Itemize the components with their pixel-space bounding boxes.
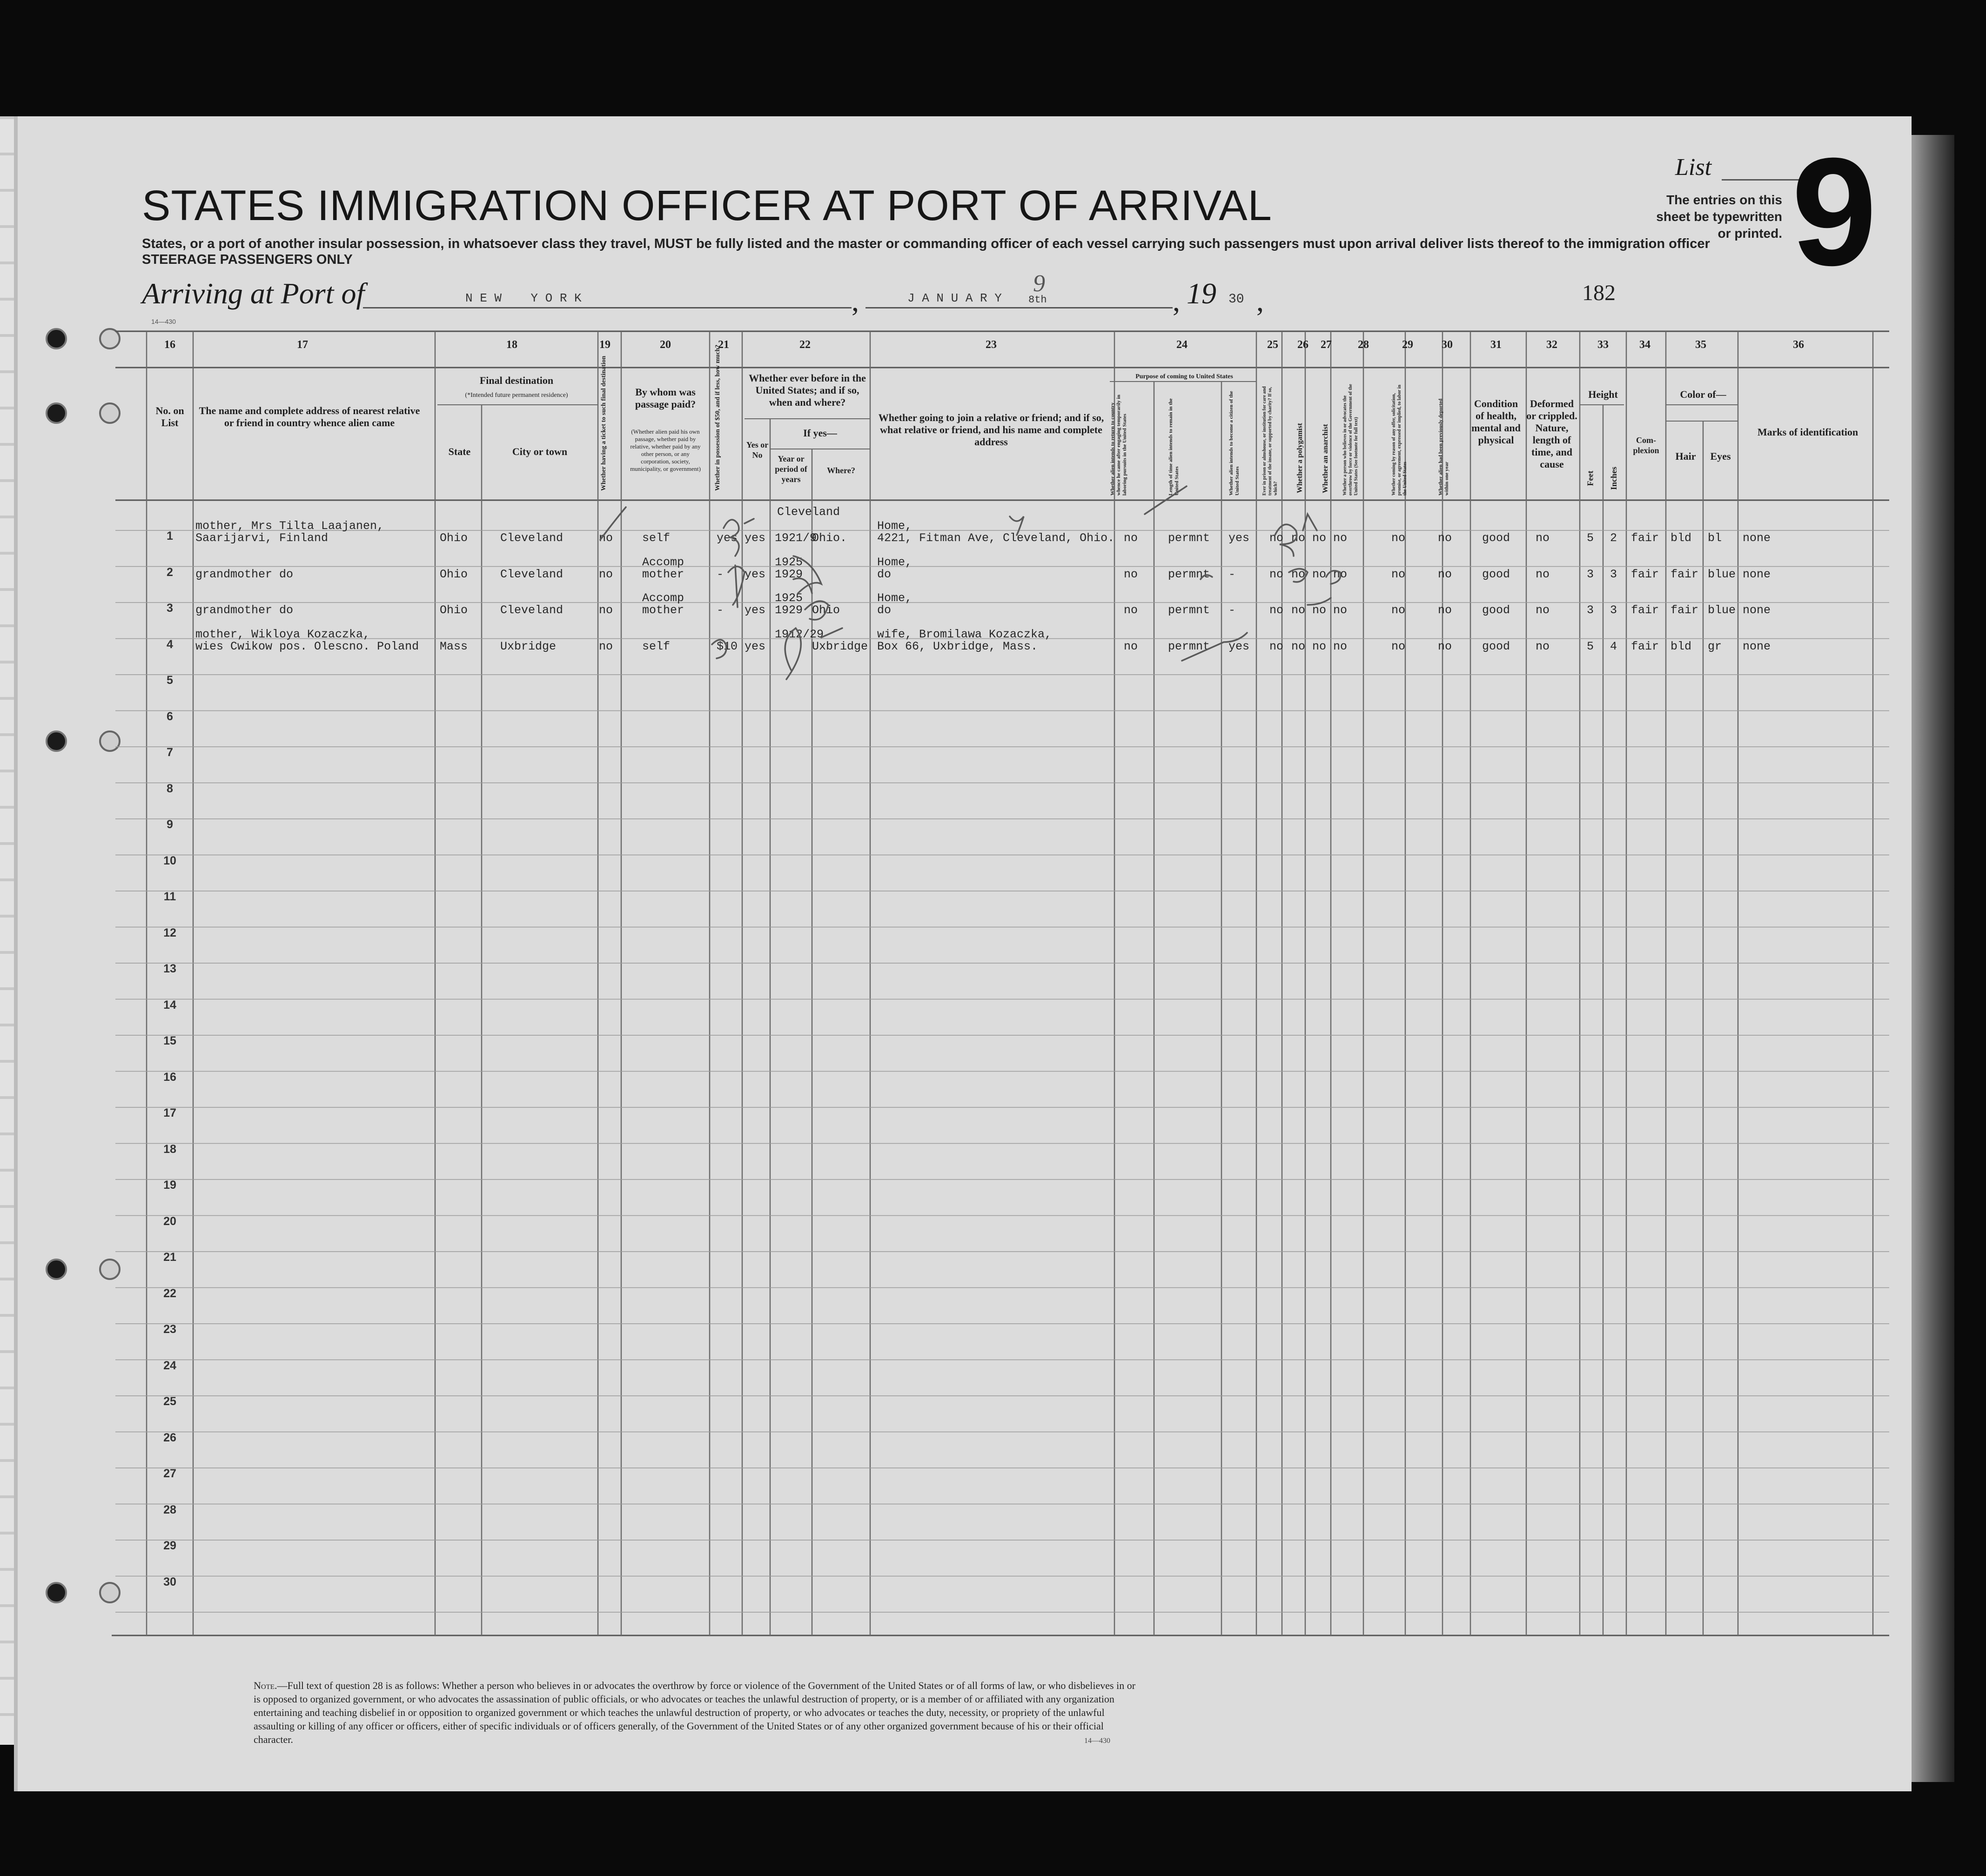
col-num-29: 29: [1402, 339, 1413, 351]
cell-inches: 3: [1610, 603, 1617, 617]
col-num-30: 30: [1442, 339, 1453, 351]
hdr-purpose: Purpose of coming to United States: [1135, 373, 1233, 380]
cell-complexion: fair: [1631, 639, 1659, 653]
hdr-q28: Whether a person who believes in or advocates the overthrow by force or violence of the Government of the United States (See footnote for full text): [1342, 384, 1359, 496]
cell-rel1: mother, Wikloya Kozaczka,: [195, 627, 370, 641]
row-number: 27: [163, 1467, 176, 1480]
col-num-17: 17: [297, 339, 308, 351]
cell-rel2: grandmother do: [195, 603, 294, 617]
hdr-hair: Hair: [1675, 450, 1696, 462]
cell-p-b: permnt: [1168, 531, 1210, 545]
cell-p-b: permnt: [1168, 639, 1210, 653]
cell-join2: do: [877, 603, 892, 617]
cell-p-a: no: [1124, 639, 1138, 653]
cell-state: Mass: [440, 639, 468, 653]
col-num-22: 22: [799, 339, 811, 351]
cell-polyg: no: [1291, 603, 1306, 617]
cell-eyes: blue: [1708, 567, 1736, 581]
cell-p-c: yes: [1228, 531, 1250, 545]
row-number: 4: [167, 637, 173, 651]
hdr-purpose-citizen: Whether alien intends to become a citizen of the United States: [1228, 391, 1240, 496]
cell-money: yes: [717, 531, 738, 545]
row-number: 10: [163, 854, 176, 867]
cell-q28: no: [1333, 639, 1348, 653]
cell-before: yes: [745, 639, 766, 653]
col-num-24: 24: [1176, 339, 1188, 351]
arrival-day: 8th: [1028, 294, 1047, 306]
cell-state: Ohio: [440, 531, 468, 545]
cell-passage: self: [642, 531, 671, 545]
hdr-purpose-length: Length of time alien intends to remain in the United States: [1168, 398, 1180, 496]
col-num-32: 32: [1546, 339, 1557, 351]
cell-p-a: no: [1124, 603, 1138, 617]
cell-q30: no: [1438, 639, 1452, 653]
row-number: 28: [163, 1503, 176, 1516]
hdr-city: City or town: [512, 446, 568, 457]
cell-passage: self: [642, 639, 671, 653]
cell-hair: fair: [1671, 603, 1699, 617]
hdr-color-of: Color of—: [1680, 389, 1726, 400]
col-num-28: 28: [1358, 339, 1369, 351]
steerage-label: STEERAGE PASSENGERS ONLY: [142, 252, 353, 267]
row-number: 1: [167, 529, 173, 543]
hdr-passage: By whom was passage paid?: [635, 386, 696, 410]
hdr-year: Year or period of years: [775, 454, 807, 484]
cell-anarch: no: [1312, 639, 1327, 653]
footnote: [254, 1679, 1138, 1746]
row-number: 22: [163, 1286, 176, 1300]
cell-year1: 1929: [775, 567, 803, 581]
cell-inches: 3: [1610, 567, 1617, 581]
hdr-if-yes: If yes—: [803, 427, 837, 439]
cell-health: good: [1482, 603, 1510, 617]
row-number: 21: [163, 1251, 176, 1264]
hdr-ticket: Whether having a ticket to such final destination: [600, 355, 607, 491]
cell-join2: do: [877, 567, 892, 581]
cell-q30: no: [1438, 531, 1452, 545]
cell-q30: no: [1438, 567, 1452, 581]
cell-q29: no: [1391, 639, 1406, 653]
col-num-20: 20: [660, 339, 671, 351]
row-number: 29: [163, 1539, 176, 1552]
arrival-month: J A N U A R Y: [907, 291, 1002, 305]
hdr-height: Height: [1588, 389, 1618, 400]
cell-join1: Home,: [877, 519, 912, 533]
cell-hair: bld: [1671, 639, 1692, 653]
hdr-eyes: Eyes: [1710, 450, 1731, 462]
row-number: 24: [163, 1359, 176, 1372]
cell-q28: no: [1333, 603, 1348, 617]
cell-city: Cleveland: [500, 603, 564, 617]
hdr-marks: Marks of identification: [1757, 426, 1859, 438]
row-number: 12: [163, 926, 176, 939]
hdr-q29: Whether coming by reason of any offer, solicitation, promise, or agreement, expressed or implied, to labor in the United States: [1391, 384, 1408, 496]
cell-city: Cleveland: [500, 531, 564, 545]
cell-p-a: no: [1124, 531, 1138, 545]
cell-ticket: no: [599, 567, 613, 581]
col-num-21: 21: [718, 339, 729, 351]
cell-health: good: [1482, 639, 1510, 653]
hdr-state: State: [448, 446, 471, 457]
arrival-port: N E W Y O R K: [465, 291, 582, 305]
hdr-money: Whether in possession of $50, and if less, how much?: [714, 344, 721, 491]
year-prefix: 19: [1187, 277, 1216, 310]
cell-prison: no: [1269, 567, 1284, 581]
cell-feet: 3: [1587, 603, 1594, 617]
col-num-33: 33: [1597, 339, 1609, 351]
document-title: STATES IMMIGRATION OFFICER AT PORT OF ARRIVAL: [142, 182, 1272, 229]
hdr-inches: Inches: [1609, 467, 1618, 490]
cell-p-c: -: [1228, 603, 1236, 617]
col-num-18: 18: [506, 339, 517, 351]
cell-city: Cleveland: [500, 567, 564, 581]
cell-marks: none: [1743, 531, 1771, 545]
cell-prison: no: [1269, 531, 1284, 545]
cell-complexion: fair: [1631, 567, 1659, 581]
cell-where: Uxbridge: [812, 639, 868, 653]
cell-hair: fair: [1671, 567, 1699, 581]
cell-before: yes: [745, 603, 766, 617]
document-subtitle: States, or a port of another insular possession, in whatsoever class they travel, MUST be fully listed and the master or commanding officer of each vessel carrying such passengers must upon arrival deliver lists thereof to the immigration officer: [142, 236, 1710, 251]
cell-eyes: gr: [1708, 639, 1722, 653]
cell-passage-top: Accomp: [642, 591, 684, 605]
cell-money: $10: [717, 639, 738, 653]
cell-marks: none: [1743, 603, 1771, 617]
row-number: 26: [163, 1431, 176, 1444]
cell-city: Uxbridge: [500, 639, 557, 653]
cell-p-a: no: [1124, 567, 1138, 581]
row-number: 8: [167, 782, 173, 795]
cell-prison: no: [1269, 603, 1284, 617]
hdr-complexion: Com-plexion: [1633, 436, 1659, 455]
col-num-16: 16: [164, 339, 175, 351]
cell-join2: 4221, Fitman Ave, Cleveland, Ohio.: [877, 531, 1115, 545]
cell-marks: none: [1743, 639, 1771, 653]
col-num-26: 26: [1297, 339, 1308, 351]
cell-join2: Box 66, Uxbridge, Mass.: [877, 639, 1038, 653]
row-number: 17: [163, 1106, 176, 1119]
cell-anarch: no: [1312, 603, 1327, 617]
arrival-day-handwritten: 9: [1033, 270, 1045, 297]
row-number: 9: [167, 818, 173, 831]
cell-complexion: fair: [1631, 603, 1659, 617]
col-num-34: 34: [1639, 339, 1651, 351]
row-number: 2: [167, 565, 173, 579]
cell-eyes: bl: [1708, 531, 1722, 545]
hdr-where: Where?: [827, 466, 855, 475]
col-num-35: 35: [1695, 339, 1706, 351]
row-number: 3: [167, 602, 173, 615]
cell-marks: none: [1743, 567, 1771, 581]
cell-q29: no: [1391, 567, 1406, 581]
cell-ticket: no: [599, 531, 613, 545]
year-suffix: 30: [1228, 292, 1244, 307]
cell-join1: Home,: [877, 555, 912, 569]
cell-inches: 4: [1610, 639, 1617, 653]
row-number: 18: [163, 1142, 176, 1156]
cell-hair: bld: [1671, 531, 1692, 545]
cell-p-c: yes: [1228, 639, 1250, 653]
typewritten-instruction: The entries on this sheet be typewritten or printed.: [1656, 193, 1782, 241]
cell-complexion: fair: [1631, 531, 1659, 545]
cell-feet: 3: [1587, 567, 1594, 581]
cell-polyg: no: [1291, 567, 1306, 581]
comma-mark: ,: [1173, 284, 1180, 317]
cell-rel2: Saarijarvi, Finland: [195, 531, 329, 545]
cell-before: yes: [745, 567, 766, 581]
cell-rel2: wies Cwikow pos. Olescno. Poland: [195, 639, 419, 653]
cell-health: good: [1482, 531, 1510, 545]
cell-q28: no: [1333, 531, 1348, 545]
hdr-no-on-list: No. on List: [155, 405, 184, 429]
hdr-purpose-return: Whether alien intends to return to country whence he came after engaging temporarily in laboring pursuits in the United States: [1110, 395, 1127, 496]
cell-p-c: -: [1228, 567, 1236, 581]
cell-feet: 5: [1587, 531, 1594, 545]
hdr-join: Whether going to join a relative or friend; and if so, what relative or friend, and his name and complete address: [878, 412, 1104, 448]
cell-feet: 5: [1587, 639, 1594, 653]
cell-year0: 1925: [775, 555, 803, 569]
cell-eyes: blue: [1708, 603, 1736, 617]
footnote-text: —Full text of question 28 is as follows: Whether a person who believes in or advocates the overthrow by force or violence of the Government of the United States or of all forms of law, or who disbelieves in or is opposed to organized government, or who advocates the assassination of public officials, or who advocates or teaches the unlawful destruction of property, or is a member of or affiliated with any organization entertaining and teaching disbelief in or opposition to organized government or which teaches the unlawful destruction of property, or who advocates or teaches the duty, necessity, or propriety of the unlawful assaulting or killing of any officer or officers, either of specific individuals or of officers generally, of the Government of the United States or of any other organized government because of his or their official character.: [254, 1680, 1136, 1745]
cell-ticket: no: [599, 639, 613, 653]
cell-deformed: no: [1536, 567, 1550, 581]
cell-money: -: [717, 603, 724, 617]
page-number: 182: [1582, 281, 1616, 305]
hdr-health: Condition of health, mental and physical: [1471, 398, 1521, 446]
cell-year0: 1912/29: [775, 627, 824, 641]
cell-inches: 2: [1610, 531, 1617, 545]
row-number: 30: [163, 1575, 176, 1588]
row-number: 16: [163, 1070, 176, 1084]
row-number: 25: [163, 1395, 176, 1408]
cell-year1: 1921/9: [775, 531, 817, 545]
row-number: 13: [163, 962, 176, 975]
hdr-feet: Feet: [1585, 470, 1595, 486]
comma-mark: ,: [852, 284, 859, 317]
hdr-final-destination-note: (*Intended future permanent residence): [465, 392, 568, 399]
form-code-top: 14—430: [151, 318, 176, 325]
row-number: 5: [167, 674, 173, 687]
cell-polyg: no: [1291, 639, 1306, 653]
row-number: 7: [167, 746, 173, 759]
list-number: 9: [1791, 126, 1877, 297]
cell-q29: no: [1391, 531, 1406, 545]
hdr-q30: Whether alien had been previously deported within one year: [1438, 398, 1449, 496]
cell-before: yes: [745, 531, 766, 545]
cell-health: good: [1482, 567, 1510, 581]
col-num-36: 36: [1793, 339, 1804, 351]
cell-where-top: Cleveland: [777, 505, 840, 519]
cell-where: Ohio.: [812, 531, 847, 545]
hdr-before: Whether ever before in the United States; and if so, when and where?: [749, 372, 866, 408]
cell-q28: no: [1333, 567, 1348, 581]
row-number: 11: [163, 890, 176, 903]
cell-year0: 1925: [775, 591, 803, 605]
list-label: List: [1675, 154, 1712, 181]
cell-anarch: no: [1312, 567, 1327, 581]
cell-join1: wife, Bromilawa Kozaczka,: [877, 627, 1052, 641]
cell-deformed: no: [1536, 531, 1550, 545]
cell-money: -: [717, 567, 724, 581]
cell-ticket: no: [599, 603, 613, 617]
footnote-label: Note.: [254, 1680, 277, 1691]
row-number: 20: [163, 1214, 176, 1228]
cell-state: Ohio: [440, 603, 468, 617]
row-number: 15: [163, 1034, 176, 1047]
col-num-19: 19: [599, 339, 611, 351]
cell-join1: Home,: [877, 591, 912, 605]
cell-prison: no: [1269, 639, 1284, 653]
row-number: 23: [163, 1323, 176, 1336]
cell-p-b: permnt: [1168, 567, 1210, 581]
cell-polyg: no: [1291, 531, 1306, 545]
form-number: 14—430: [1084, 1737, 1110, 1745]
hdr-relative: The name and complete address of nearest relative or friend in country whence alien came: [199, 405, 420, 429]
hdr-polygamist: Whether a polygamist: [1296, 423, 1304, 493]
comma-mark: ,: [1256, 284, 1264, 317]
arrival-label: Arriving at Port of: [142, 277, 365, 310]
cell-p-b: permnt: [1168, 603, 1210, 617]
col-num-25: 25: [1267, 339, 1278, 351]
cell-deformed: no: [1536, 639, 1550, 653]
hdr-prison: Ever in prison or almshouse, or institution for care and treatment of the insane, or supported by charity? If so, which?: [1262, 386, 1278, 496]
row-number: 19: [163, 1179, 176, 1192]
row-number: 6: [167, 710, 173, 723]
hdr-final-destination: Final destination: [479, 375, 554, 386]
cell-rel1: mother, Mrs Tilta Laajanen,: [195, 519, 384, 533]
hdr-anarchist: Whether an anarchist: [1322, 424, 1329, 493]
hdr-yes-no: Yes or No: [746, 440, 769, 460]
cell-passage-top: Accomp: [642, 555, 684, 569]
cell-state: Ohio: [440, 567, 468, 581]
cell-passage: mother: [642, 603, 684, 617]
cell-anarch: no: [1312, 531, 1327, 545]
col-num-23: 23: [986, 339, 997, 351]
hdr-deformed: Deformed or crippled. Nature, length of time, and cause: [1526, 398, 1577, 470]
cell-year1: 1929: [775, 603, 803, 617]
cell-rel2: grandmother do: [195, 567, 294, 581]
row-number: 14: [163, 998, 176, 1012]
cell-passage: mother: [642, 567, 684, 581]
cell-deformed: no: [1536, 603, 1550, 617]
hdr-passage-note: (Whether alien paid his own passage, whether paid by relative, whether paid by any other person, or any corporation, society, municipality, or government): [630, 428, 701, 472]
cell-q30: no: [1438, 603, 1452, 617]
cell-where: Ohio: [812, 603, 840, 617]
col-num-31: 31: [1490, 339, 1502, 351]
col-num-27: 27: [1321, 339, 1332, 351]
cell-q29: no: [1391, 603, 1406, 617]
